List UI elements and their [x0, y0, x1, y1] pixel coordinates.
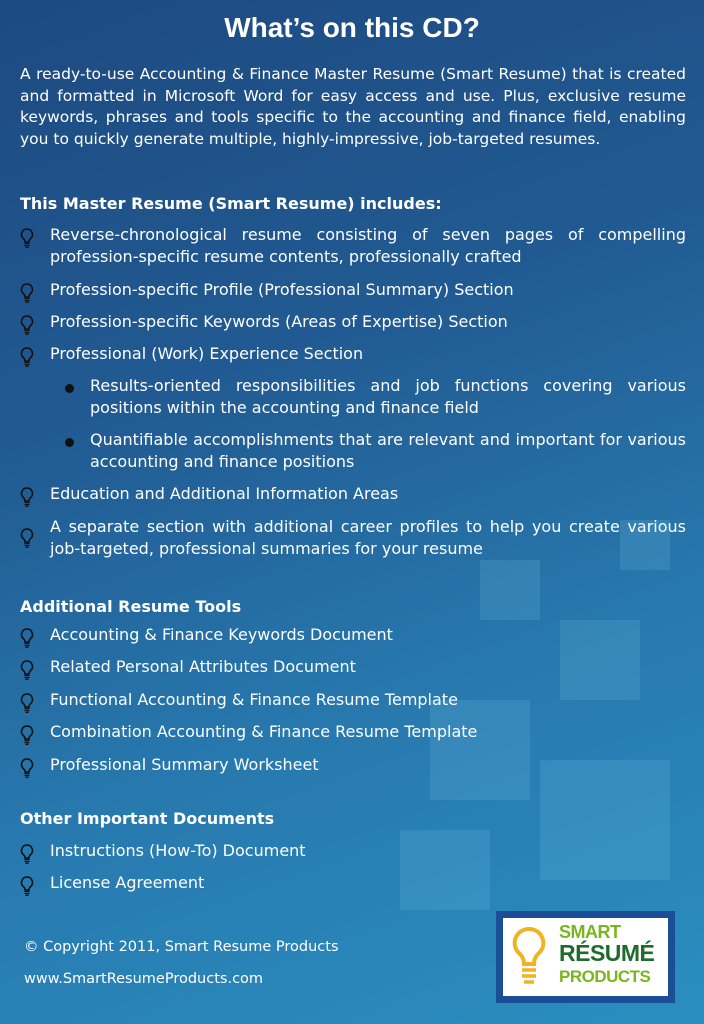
lightbulb-bullet-icon: [20, 283, 34, 303]
smart-resume-logo: SMART RÉSUMÉ PRODUCTS: [496, 911, 675, 1003]
list-item: [50, 754, 686, 776]
list-item-text: Functional Accounting & Finance Resume Template: [50, 690, 458, 709]
list-item-text: Quantifiable accomplishments that are relevant and important for various accounting and finance positions: [90, 430, 686, 471]
list-item: [50, 224, 686, 267]
list-item: [50, 483, 686, 505]
bullet-dot-icon: [65, 438, 74, 447]
lightbulb-bullet-icon: [20, 487, 34, 507]
bg-square: [480, 560, 540, 620]
list-item: [50, 624, 686, 646]
sub-list-item: [90, 375, 686, 418]
bullet-dot-icon: [65, 384, 74, 393]
master-heading: This Master Resume (Smart Resume) includes:: [20, 194, 442, 213]
list-item-text: Related Personal Attributes Document: [50, 657, 356, 676]
other-heading: Other Important Documents: [20, 809, 275, 828]
list-item: [50, 516, 686, 559]
list-item: [50, 343, 686, 365]
bg-square: [540, 760, 670, 880]
list-item: [50, 656, 686, 678]
intro-paragraph: A ready-to-use Accounting & Finance Master Resume (Smart Resume) that is created and formatted in Microsoft Word for easy access and use. Plus, exclusive resume keywords, phrases and tools specific to the accounting and finance field, enabling you to quickly generate multiple, highly-impressive, job-targeted resumes.: [20, 65, 686, 148]
list-item: [50, 721, 686, 743]
tools-heading: Additional Resume Tools: [20, 597, 242, 616]
lightbulb-logo-icon: [511, 926, 547, 988]
lightbulb-bullet-icon: [20, 660, 34, 680]
copyright: © Copyright 2011, Smart Resume Products: [24, 939, 339, 955]
list-item-text: Reverse-chronological resume consisting of seven pages of compelling profession-specific resume contents, professionally crafted: [50, 225, 686, 266]
lightbulb-bullet-icon: [20, 725, 34, 745]
bg-square: [430, 700, 530, 800]
lightbulb-bullet-icon: [20, 347, 34, 367]
lightbulb-bullet-icon: [20, 758, 34, 778]
list-item-text: Education and Additional Information Areas: [50, 484, 399, 503]
list-item: [50, 872, 686, 894]
list-item-text: Professional (Work) Experience Section: [50, 344, 364, 363]
list-item: [50, 689, 686, 711]
lightbulb-bullet-icon: [20, 844, 34, 864]
list-item-text: Professional Summary Worksheet: [50, 755, 319, 774]
list-item-text: Results-oriented responsibilities and job functions covering various positions within the accounting and finance field: [90, 376, 686, 417]
lightbulb-bullet-icon: [20, 528, 34, 548]
list-item-text: Profession-specific Keywords (Areas of Expertise) Section: [50, 312, 508, 331]
lightbulb-bullet-icon: [20, 228, 34, 248]
list-item-text: A separate section with additional career profiles to help you create various job-targeted, professional summaries for your resume: [50, 517, 686, 558]
list-item-text: Combination Accounting & Finance Resume Template: [50, 722, 478, 741]
list-item-text: Accounting & Finance Keywords Document: [50, 625, 393, 644]
lightbulb-bullet-icon: [20, 315, 34, 335]
list-item-text: Profession-specific Profile (Professional Summary) Section: [50, 280, 514, 299]
sub-list-item: [90, 429, 686, 472]
list-item: [50, 311, 686, 333]
website-link[interactable]: www.SmartResumeProducts.com: [24, 971, 264, 987]
list-item-text: Instructions (How-To) Document: [50, 841, 306, 860]
page-title: What’s on this CD?: [224, 12, 480, 43]
list-item-text: License Agreement: [50, 873, 205, 892]
lightbulb-bullet-icon: [20, 693, 34, 713]
list-item: [50, 279, 686, 301]
lightbulb-bullet-icon: [20, 876, 34, 896]
lightbulb-bullet-icon: [20, 628, 34, 648]
list-item: [50, 840, 686, 862]
